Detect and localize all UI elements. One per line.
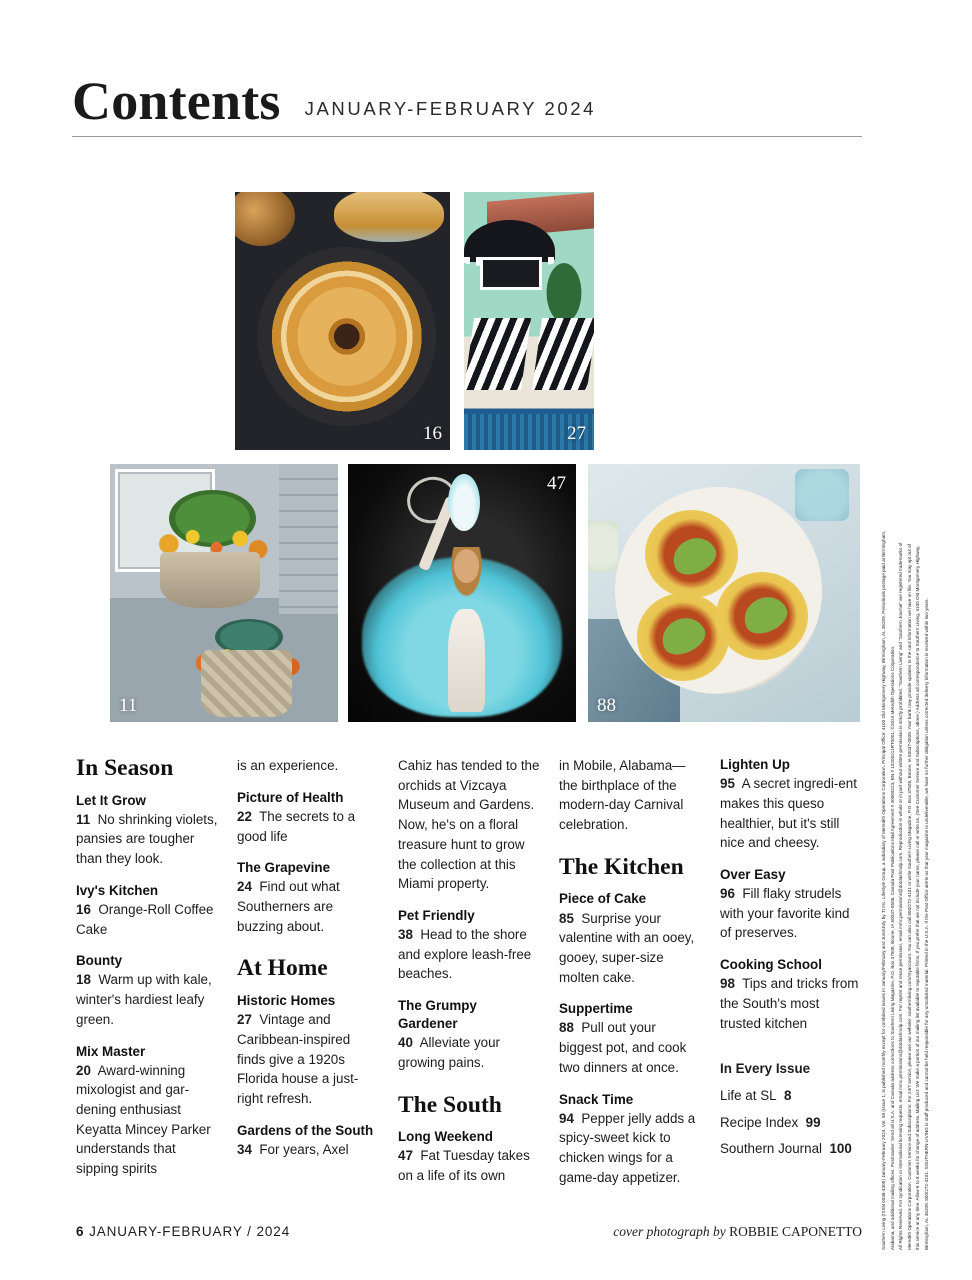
entry-title: Bounty (76, 953, 123, 969)
entry-title: Ivy's Kitchen (76, 882, 159, 898)
in-every-issue-page-number: 99 (805, 1114, 821, 1130)
legal-line: Southern Living (ISSN 0038-4305) January-February 2024, Vol. 59 (Issue 1, is published monthly except for combined issues in January/February and June/July by TI Inc. Lifestyle Group, a subsidiary of Meredith Operations Corporation. Principal Office: 4100 Old Montgomery Highway, Birmingham, AL 35209. Periodicals postage paid at Birmingham, (881, 530, 886, 1250)
cover-credit-prefix: cover photograph by (613, 1224, 726, 1239)
entry-description: Fat Tuesday takes on a life of its own (398, 1148, 530, 1184)
legal-line: All Rights Reserved. For syndication or international licensing requests, email mmc.permissions@dotdashmdp.com. For reprint and reuse permission, email mmc.permissions@dotdashmdp.com. Reproduction in whole or in part without written permission is strictly prohibited. "Southern Living" and "Southern Journal" are registered trademarks of (898, 542, 904, 1250)
entry-body (559, 1109, 701, 1188)
entry-description: Pepper jelly adds a spicy-sweet kick to chicken wings for a game-day appetizer. (559, 1110, 696, 1185)
contents-entry[interactable] (237, 859, 379, 936)
entry-body (237, 877, 379, 936)
contents-entry[interactable] (559, 890, 701, 987)
entry-body (559, 909, 701, 988)
in-every-issue-label: Southern Journal (720, 1141, 822, 1157)
photo-page-number: 11 (119, 695, 138, 716)
entry-title: Piece of Cake (559, 891, 647, 907)
entry-title: Let It Grow (76, 792, 146, 808)
folio-page-number: 6 (76, 1224, 85, 1239)
entry-title: Snack Time (559, 1091, 634, 1107)
legal-line: this service at any time. Allow 6 to 8 weeks for change of address. Mailing List: We make a portion of our mailing list available to reputable firms. If you prefer that we not include your name, please call or write us. (See Customer Service and Subscriptions, above.) Address all correspondence to Southern Living, 4100 Old Montgomery Highway, (915, 545, 921, 1250)
entry-body (237, 1010, 379, 1109)
entry-page-number: 38 (398, 927, 413, 943)
entry-description: The secrets to a good life (237, 808, 356, 844)
entry-page-number: 94 (559, 1110, 574, 1126)
contents-column (237, 756, 379, 1201)
entry-description: Tips and tricks from the South's most trusted kitchen (720, 976, 859, 1031)
entry-title: Mix Master (76, 1043, 146, 1059)
contents-entry[interactable] (398, 1128, 540, 1186)
siding-shape (279, 464, 338, 614)
entry-body (720, 974, 862, 1033)
contents-entry[interactable] (720, 756, 862, 853)
contents-column (76, 756, 218, 1201)
entry-page-number: 16 (76, 901, 91, 917)
in-every-issue-block (720, 1059, 862, 1159)
entry-description: No shrinking violets, pansies are tougher than they look. (76, 811, 218, 867)
in-every-issue-page-number: 8 (784, 1088, 792, 1104)
entry-description: Surprise your valentine with an ooey, gooey, super-size molten cake. (559, 910, 695, 985)
cover-credit (613, 1224, 862, 1240)
photo-page-number: 27 (567, 423, 586, 444)
lounge-chair-shape (532, 318, 594, 390)
in-every-issue-page-number: 100 (829, 1141, 852, 1157)
entry-title: Cooking School (720, 957, 822, 973)
entry-page-number: 20 (76, 1062, 91, 1078)
entry-continuation: in Mobile, Alabama—the birthplace of the modern-day Carnival celebration. (559, 758, 686, 833)
in-every-issue-row[interactable] (720, 1113, 862, 1133)
entry-title: Picture of Health (237, 789, 344, 805)
photo-page-number: 88 (597, 695, 616, 716)
entry-title: Pet Friendly (398, 907, 475, 923)
entry-description: Award-winning mixologist and gar-dening enthusiast Keyatta Mincey Parker understands that sipping spirits (76, 1062, 211, 1177)
lounge-chair-shape (464, 318, 531, 390)
entry-body (76, 810, 218, 869)
entry-page-number: 85 (559, 910, 574, 926)
entry-title: Historic Homes (237, 993, 336, 1009)
contents-column (720, 756, 862, 1201)
entry-title: Suppertime (559, 1001, 633, 1017)
entry-description: Find out what Southerners are buzzing about. (237, 879, 340, 934)
entry-description: Head to the shore and explore leash-free beaches. (398, 927, 532, 982)
header-divider (72, 136, 862, 137)
entry-body (398, 1033, 540, 1072)
contents-entry[interactable] (76, 952, 218, 1029)
planter-pot-shape (160, 552, 260, 609)
entry-description: Alleviate your growing pains. (398, 1035, 500, 1071)
entry-body (76, 900, 218, 939)
legal-line: Meredith Operations Corporation. Customer Service and Subscriptions: For 24/7 service, please use our website: southernliving.com/myaccount. You can also call 800/272-4101 or write Southern Living Magazine, P.O. Box 37508, Boone, IA 50037-0508. Your bank may provide updates to the card information we have on file. You may opt out of (906, 543, 912, 1250)
page-header (72, 71, 862, 136)
in-every-issue-heading: In Every Issue (720, 1061, 811, 1077)
gown-shape (448, 609, 484, 712)
entry-page-number: 18 (76, 972, 91, 988)
entry-description: Warm up with kale, winter's hardiest leafy green. (76, 972, 212, 1027)
issue-date: JANUARY-FEBRUARY 2024 (304, 98, 597, 119)
entry-page-number: 40 (398, 1035, 413, 1051)
in-every-issue-row[interactable] (720, 1086, 862, 1106)
contents-entry[interactable] (398, 907, 540, 984)
entry-description: Fill flaky strudels with your favorite kind of preserves. (720, 886, 850, 941)
entry-body (559, 1018, 701, 1077)
tostadas-photo[interactable] (588, 464, 860, 722)
cover-credit-name: ROBBIE CAPONETTO (729, 1224, 862, 1239)
entry-body (720, 884, 862, 943)
coffee-cake-photo[interactable] (235, 192, 450, 450)
entry-title: The Grumpy Gardener (398, 998, 477, 1032)
contents-entry[interactable] (76, 1043, 218, 1179)
head-shape (454, 549, 479, 583)
planters-photo[interactable] (110, 464, 338, 722)
folio-issue-text: JANUARY-FEBRUARY / 2024 (89, 1224, 291, 1239)
plume-shape (448, 474, 480, 531)
glass-shape (795, 469, 849, 521)
entry-page-number: 34 (237, 1141, 252, 1157)
entry-description: For years, Axel (259, 1141, 349, 1157)
entry-body (237, 1140, 379, 1160)
entry-page-number: 24 (237, 879, 252, 895)
entry-page-number: 95 (720, 776, 735, 792)
entry-description: Orange-Roll Coffee Cake (76, 901, 214, 937)
planter-pot-shape (201, 650, 292, 717)
entry-title: Lighten Up (720, 757, 790, 772)
entry-description: Vintage and Caribbean-inspired finds give a 1920s Florida house a just-right refresh. (237, 1012, 359, 1106)
entry-page-number: 98 (720, 976, 735, 992)
photo-grid (110, 192, 860, 722)
in-every-issue-label: Life at SL (720, 1088, 777, 1104)
entry-page-number: 22 (237, 808, 252, 824)
contents-columns (76, 756, 862, 1196)
contents-column (559, 756, 701, 1201)
entry-page-number: 11 (76, 811, 91, 827)
legal-notice (881, 60, 933, 1250)
contents-entry[interactable] (559, 1000, 701, 1077)
legal-line: Alabama, and additional mailing offices. Postmaster: Send all U.S.A. and Canada address corrections to Southern Living Magazine, P.O. Box 37508, Boone, IA 50037-0508. Canada Post Publications Mail Agreement # 40069223, BN # 13200211RT0001. ©2024 Meredith Operations Corporation. (889, 645, 895, 1250)
section-heading: At Home (237, 955, 328, 982)
contents-entry[interactable] (720, 866, 862, 943)
contents-entry[interactable] (559, 1091, 701, 1188)
contents-entry[interactable] (237, 1122, 379, 1160)
entry-continuation: Cahiz has tended to the orchids at Vizcaya Museum and Gardens. Now, he's on a floral treasure hunt to grow the collection at this Miami property. (398, 758, 540, 892)
in-every-issue-label: Recipe Index (720, 1114, 799, 1130)
contents-entry[interactable] (720, 956, 862, 1033)
entry-description: Pull out your biggest pot, and cook two dinners at once. (559, 1020, 687, 1075)
contents-entry[interactable] (76, 882, 218, 940)
entry-title: The Grapevine (237, 860, 331, 876)
poolside-photo[interactable] (464, 192, 594, 450)
entry-description: A secret ingredi-ent makes this queso healthier, but it's still nice and cheesy. (720, 776, 857, 851)
contents-entry[interactable] (76, 792, 218, 869)
photo-page-number: 16 (423, 423, 442, 444)
window-shape (480, 257, 542, 291)
entry-page-number: 47 (398, 1148, 413, 1164)
entry-title: Gardens of the South (237, 1122, 374, 1138)
entry-continuation: is an experience. (237, 758, 339, 773)
page-footer (76, 1224, 862, 1240)
contents-entry[interactable] (237, 992, 379, 1109)
contents-entry[interactable] (398, 997, 540, 1073)
legal-line: Birmingham, AL 35209. 800/272-4101. SOUTHERN LIVING is staff produced and cannot be held responsible for any unsolicited material. Printed in the U.S.A. If the Post Office alerts us that your magazine is undeliverable, we have no further obligation unless corrected delivery information is received within two years. (923, 598, 929, 1250)
section-heading: The Kitchen (559, 853, 684, 880)
entry-body (398, 1146, 540, 1185)
entry-body (398, 925, 540, 984)
contents-column (398, 756, 540, 1201)
entry-body (720, 774, 862, 853)
folio (76, 1224, 290, 1239)
entry-title: Long Weekend (398, 1129, 493, 1145)
photo-page-number: 47 (547, 473, 566, 494)
contents-entry[interactable] (237, 789, 379, 847)
carnival-photo[interactable] (348, 464, 576, 722)
page-title: Contents (72, 71, 281, 131)
entry-body (76, 1061, 218, 1179)
glass-shape (588, 521, 618, 573)
entry-page-number: 96 (720, 886, 735, 901)
section-heading: The South (398, 1091, 502, 1118)
in-every-issue-row[interactable] (720, 1139, 862, 1159)
section-heading: In Season (76, 755, 174, 781)
entry-page-number: 88 (559, 1020, 574, 1036)
entry-body (76, 970, 218, 1029)
entry-title: Over Easy (720, 866, 786, 882)
entry-page-number: 27 (237, 1012, 252, 1028)
entry-body (237, 807, 379, 846)
